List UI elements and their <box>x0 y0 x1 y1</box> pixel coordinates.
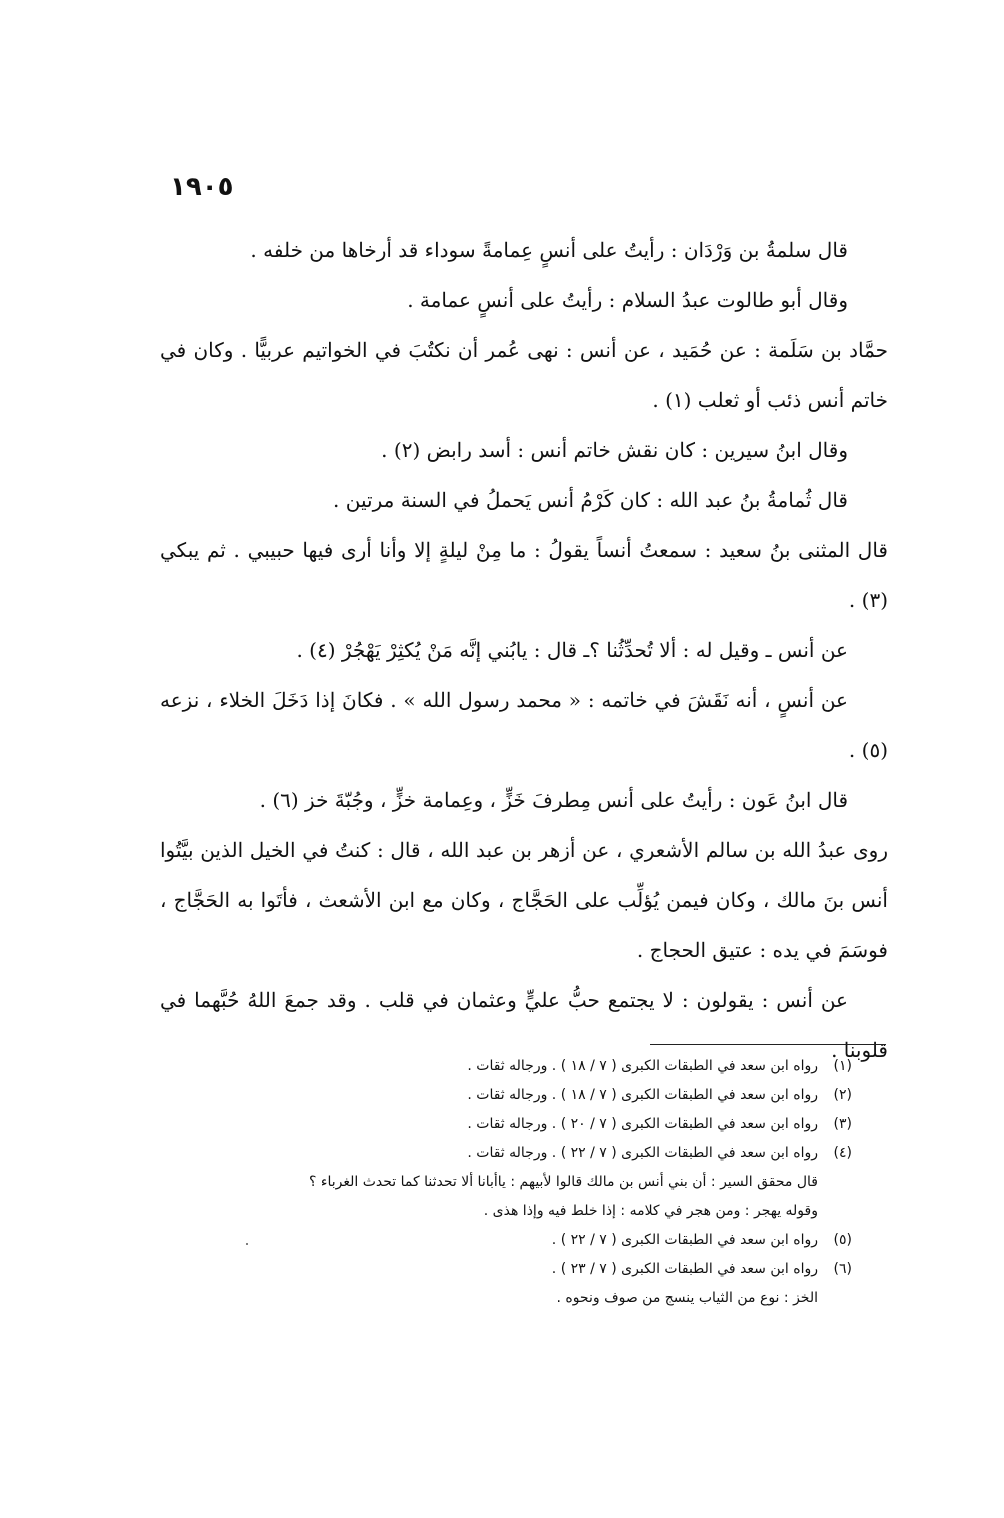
paragraph: عن أنسٍ ، أنه نَقَشَ في خاتمه : « محمد رسول الله » . فكانَ إذا دَخَلَ الخلاء ، نزعه (٥) . <box>160 688 888 762</box>
paragraph: قال سلمةُ بن وَرْدَان : رأيتُ على أنسٍ عِمامةً سوداء قد أرخاها من خلفه . <box>250 238 848 262</box>
footnotes <box>300 1052 852 1313</box>
footnote-text: رواه ابن سعد في الطبقات الكبرى ( ٧ / ١٨ ) . ورجاله ثقات . <box>467 1087 818 1103</box>
paragraph: وقال ابنُ سيرين : كان نقش خاتم أنس : أسد رابض (٢) . <box>381 438 848 462</box>
paragraph: قال ابنُ عَون : رأيتُ على أنس مِطرفَ خَزٍّ ، وعِمامة خزٍّ ، وجُبّةَ خز (٦) . <box>259 788 848 812</box>
footnote <box>300 1255 852 1284</box>
footnote-note: الخز : نوع من الثياب ينسج من صوف ونحوه . <box>556 1290 818 1306</box>
footnote <box>300 1110 852 1139</box>
footnote-note: وقوله يهجر : ومن هجر في كلامه : إذا خلط فيه وإذا هذى . <box>483 1203 818 1219</box>
footnote-number: (١) <box>833 1058 852 1074</box>
footnote-number: (٥) <box>833 1232 852 1248</box>
footnote-divider <box>650 1044 886 1045</box>
footnote-text: رواه ابن سعد في الطبقات الكبرى ( ٧ / ٢٢ ) . ورجاله ثقات . <box>467 1145 818 1161</box>
footnote-text: رواه ابن سعد في الطبقات الكبرى ( ٧ / ٢٠ ) . ورجاله ثقات . <box>467 1116 818 1132</box>
ink-speck <box>246 1243 248 1245</box>
paragraph: عن أنس : يقولون : لا يجتمع حبُّ عليٍّ وعثمان في قلب . وقد جمعَ اللهُ حُبَّهما في قلوبنا . <box>160 988 888 1062</box>
paragraph: عن أنس ـ وقيل له : ألا تُحدِّثُنا ؟ـ قال : يابُني إنَّه مَنْ يُكثِرْ يَهْجُرْ (٤) . <box>296 638 848 662</box>
footnote <box>300 1052 852 1081</box>
footnote-number: (٤) <box>833 1145 852 1161</box>
main-text <box>160 225 888 1075</box>
footnote-number: (٦) <box>833 1261 852 1277</box>
page-number: ١٩٠٥ <box>170 172 234 202</box>
paragraph: وقال أبو طالوت عبدُ السلام : رأيتُ على أنسٍ عمامة . <box>407 288 848 312</box>
footnote <box>300 1139 852 1168</box>
paragraph: روى عبدُ الله بن سالم الأشعري ، عن أزهر بن عبد الله ، قال : كنتُ في الخيل الذين بيَّتُوا أنس بنَ مالك ، وكان فيمن يُؤلِّب على الحَجَّاج ، وكان مع ابن الأشعث ، فأتَوا به الحَجَّاج ، فوسَمَ في يده : عتيق الحجاج . <box>160 838 888 962</box>
footnote <box>300 1081 852 1110</box>
footnote-text: رواه ابن سعد في الطبقات الكبرى ( ٧ / ٢٢ ) . <box>551 1232 818 1248</box>
footnote-text: رواه ابن سعد في الطبقات الكبرى ( ٧ / ٢٣ ) . <box>551 1261 818 1277</box>
footnote-number: (٣) <box>833 1116 852 1132</box>
paragraph: قال ثُمامةُ بنُ عبد الله : كان كَرْمُ أنس يَحملُ في السنة مرتين . <box>333 488 848 512</box>
paragraph: قال المثنى بنُ سعيد : سمعتُ أنساً يقولُ : ما مِنْ ليلةٍ إلا وأنا أرى فيها حبيبي . ثم يبكي (٣) . <box>160 538 888 612</box>
footnote <box>300 1226 852 1255</box>
footnote-number: (٢) <box>833 1087 852 1103</box>
paragraph: حمَّاد بن سَلَمة : عن حُمَيد ، عن أنس : نهى عُمر أن نكتُبَ في الخواتيم عربيًّا . وكان في خاتم أنس ذئب أو ثعلب (١) . <box>160 338 888 412</box>
footnote-note: قال محقق السير : أن بني أنس بن مالك قالوا لأبيهم : ياأبانا ألا تحدثنا كما تحدث الغرباء ؟ <box>309 1174 818 1190</box>
footnote-text: رواه ابن سعد في الطبقات الكبرى ( ٧ / ١٨ ) . ورجاله ثقات . <box>467 1058 818 1074</box>
